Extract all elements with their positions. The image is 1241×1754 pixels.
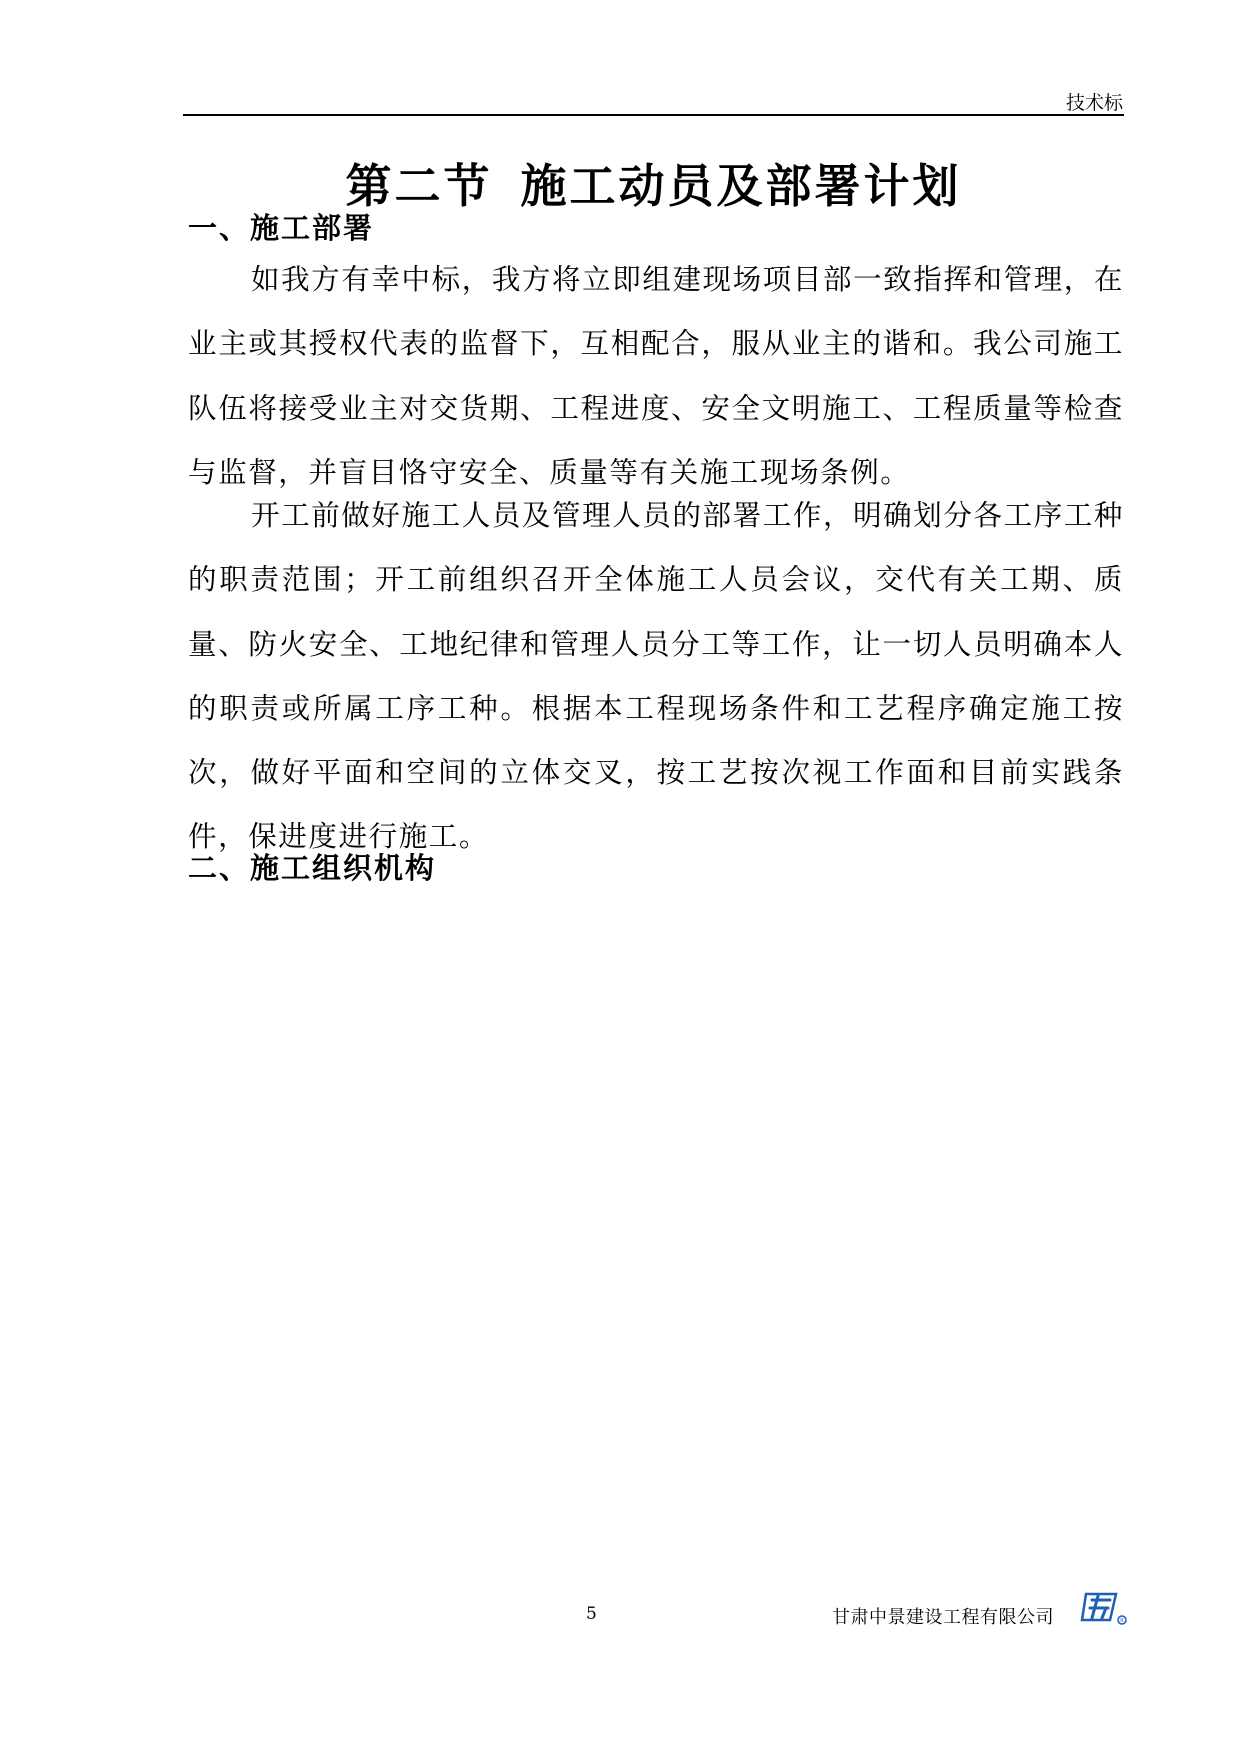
company-name: 甘肃中景建设工程有限公司 — [832, 1607, 1054, 1628]
company-logo-icon — [1080, 1590, 1128, 1626]
header-rule — [183, 114, 1124, 116]
title-text: 施工动员及部署计划 — [520, 159, 962, 213]
paragraph-2: 开工前做好施工人员及管理人员的部署工作，明确划分各工序工种的职责范围；开工前组织召开全体施工人员会议，交代有关工期、质量、防火安全、工地纪律和管理人员分工等工作，让一切人员明确本人的职责或所属工序工种。根据本工程现场条件和工艺程序确定施工按次，做好平面和空间的立体交叉，按工艺按次视工作面和目前实践条件，保进度进行施工。 — [188, 499, 1124, 854]
page-number: 5 — [586, 1604, 597, 1624]
section-heading-1: 一、施工部署 — [188, 211, 375, 245]
section-heading-2: 二、施工组织机构 — [188, 851, 437, 885]
paragraph-1: 如我方有幸中标，我方将立即组建现场项目部一致指挥和管理，在业主或其授权代表的监督下，互相配合，服从业主的谐和。我公司施工队伍将接受业主对交货期、工程进度、安全文明施工、工程质量等检查与监督，并盲目恪守安全、质量等有关施工现场条例。 — [188, 263, 1124, 489]
title-section-number: 第二节 — [345, 159, 493, 213]
header-label: 技术标 — [1065, 92, 1123, 114]
svg-text:R: R — [1120, 1618, 1124, 1624]
